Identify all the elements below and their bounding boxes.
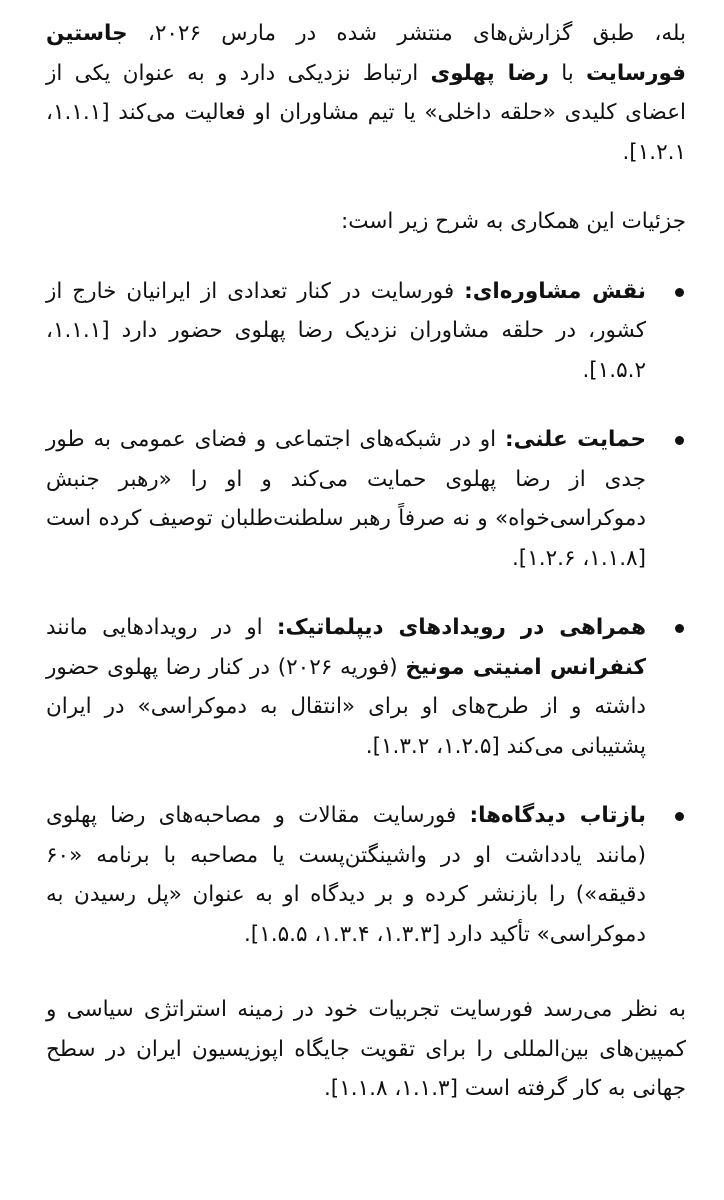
intro-bold-name-forsyth: جاستین فورسایت (46, 21, 687, 86)
list-item-text: او در رویدادهایی مانند (46, 615, 277, 640)
list-item-advisory-role (46, 272, 686, 391)
lead-sentence: جزئیات این همکاری به شرح زیر است: (341, 209, 686, 234)
list-item-text: فورسایت مقالات و مصاحبه‌های رضا پهلوی (مانند یادداشت او در واشینگتن‌پست یا مصاحبه با برنامه «۶۰ دقیقه») را بازنشر کرده و بر دیدگاه او به عنوان «پل رسیدن به دموکراسی» تأکید دارد [۱.۳.۳، ۱.۳.۴، ۱.۵.۵]. (46, 803, 646, 947)
intro-text-2: با (548, 60, 587, 86)
list-item-reflecting-views (46, 796, 686, 954)
list-item-title: حمایت علنی: (505, 427, 646, 452)
intro-paragraph (46, 14, 686, 172)
list-item-text: او در شبکه‌های اجتماعی و فضای عمومی به طور جدی از رضا پهلوی حمایت می‌کند و او را «رهبر جنبش دموکراسی‌خواه» و نه صرفاً رهبر سلطنت‌طلبان توصیف کرده است [۱.۱.۸، ۱.۲.۶]. (46, 427, 646, 571)
details-list (46, 272, 686, 955)
bullet-icon (675, 288, 684, 297)
intro-text-1: بله، طبق گزارش‌های منتشر شده در مارس ۲۰۲۶، (127, 21, 686, 46)
list-item-bold-munich-conference: کنفرانس امنیتی مونیخ (405, 654, 646, 680)
list-item-diplomatic-events (46, 608, 686, 766)
bullet-icon (675, 436, 684, 445)
intro-text-3: ارتباط نزدیکی دارد و به عنوان یکی از اعضای کلیدی «حلقه داخلی» یا تیم مشاوران او فعالیت می‌کند [۱.۱.۱، ۱.۲.۱]. (46, 60, 686, 165)
list-item-title: نقش مشاوره‌ای: (464, 278, 647, 304)
closing-paragraph: به نظر می‌رسد فورسایت تجربیات خود در زمینه استراتژی سیاسی و کمپین‌های بین‌المللی را برای تقویت جایگاه اپوزیسیون ایران در سطح جهانی به کار گرفته است [۱.۱.۳، ۱.۱.۸]. (46, 997, 686, 1101)
bullet-icon (675, 624, 684, 633)
bullet-icon (675, 812, 684, 821)
list-item-text-continued: (فوریه ۲۰۲۶) در کنار رضا پهلوی حضور داشته و از طرح‌های او برای «انتقال به دموکراسی» در ایران پشتیبانی می‌کند [۱.۲.۵، ۱.۳.۲]. (46, 654, 646, 759)
list-item-public-support (46, 420, 686, 578)
intro-bold-name-pahlavi: رضا پهلوی (430, 60, 549, 86)
list-item-title: بازتاب دیدگاه‌ها: (469, 803, 646, 828)
list-item-title: همراهی در رویدادهای دیپلماتیک: (276, 615, 646, 640)
list-item-text: فورسایت در کنار تعدادی از ایرانیان خارج از کشور، در حلقه مشاوران نزدیک رضا پهلوی حضور دارد [۱.۱.۱، ۱.۵.۲]. (46, 278, 646, 383)
